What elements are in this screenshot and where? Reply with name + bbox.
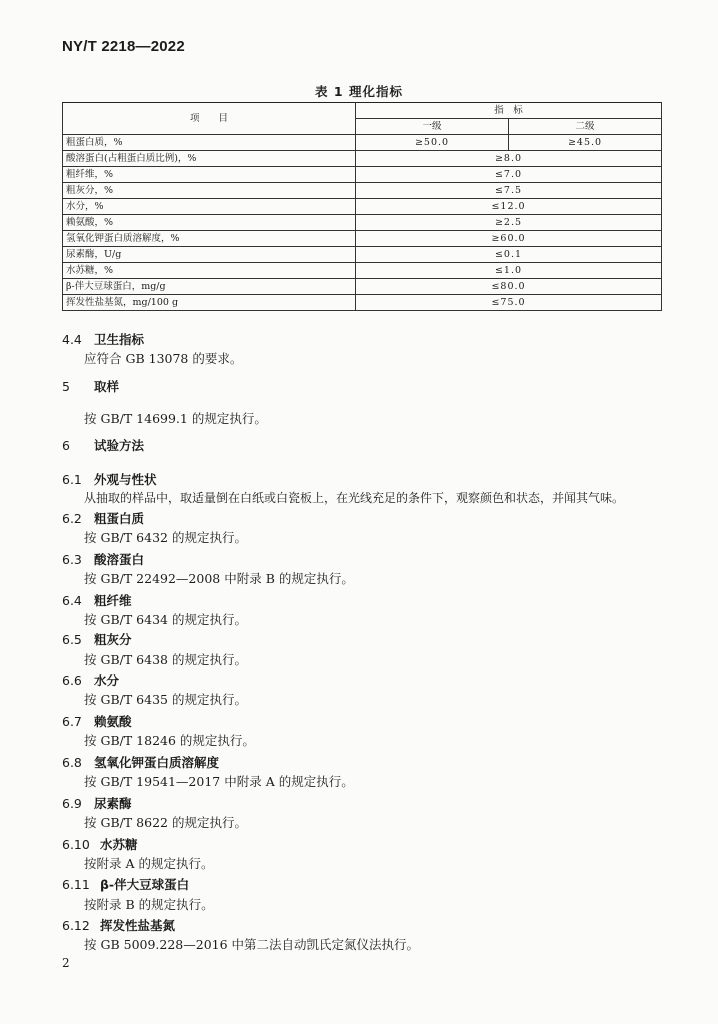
document-code: NY/T 2218—2022 bbox=[62, 38, 185, 55]
table-row bbox=[63, 231, 662, 247]
section-text: 按 GB/T 6438 的规定执行。 bbox=[84, 652, 247, 667]
section-title: 取样 bbox=[93, 379, 119, 394]
section-heading-6-12 bbox=[62, 916, 175, 934]
section-title: 试验方法 bbox=[93, 438, 144, 453]
section-title: 氢氧化钾蛋白质溶解度 bbox=[93, 755, 219, 770]
row-value: ≤75.0 bbox=[356, 295, 662, 311]
section-text: 按 GB/T 14699.1 的规定执行。 bbox=[84, 411, 267, 426]
section-text: 按 GB/T 18246 的规定执行。 bbox=[84, 733, 255, 748]
section-heading-6-1 bbox=[62, 470, 157, 488]
section-number: 6 bbox=[62, 438, 70, 453]
section-title: 卫生指标 bbox=[93, 332, 144, 347]
section-number: 6.5 bbox=[62, 632, 82, 647]
table-row bbox=[63, 247, 662, 263]
row-value: ≤80.0 bbox=[356, 279, 662, 295]
row-item: 粗灰分，% bbox=[63, 183, 356, 199]
table-row bbox=[63, 199, 662, 215]
section-text: 从抽取的样品中，取适量倒在白纸或白瓷板上，在光线充足的条件下，观察颜色和状态，并闻其气味。 bbox=[84, 491, 625, 505]
row-item: 挥发性盐基氮，mg/100 g bbox=[63, 295, 356, 311]
section-number: 6.12 bbox=[62, 918, 90, 933]
section-number: 6.11 bbox=[62, 877, 90, 892]
section-number: 6.4 bbox=[62, 593, 82, 608]
table-row bbox=[63, 167, 662, 183]
row-item: 粗蛋白质，% bbox=[63, 135, 356, 151]
section-heading-6-10 bbox=[62, 835, 138, 853]
table-row bbox=[63, 151, 662, 167]
row-item: 尿素酶，U/g bbox=[63, 247, 356, 263]
section-text: 按附录 A 的规定执行。 bbox=[84, 856, 214, 871]
section-heading-6-6 bbox=[62, 671, 119, 689]
row-item: 赖氨酸，% bbox=[63, 215, 356, 231]
table-header-row bbox=[63, 103, 662, 119]
page-number: 2 bbox=[62, 956, 70, 970]
section-title: 挥发性盐基氮 bbox=[99, 918, 175, 933]
section-title: 水苏糖 bbox=[99, 837, 138, 852]
header-level1: 一级 bbox=[356, 119, 509, 135]
section-number: 6.1 bbox=[62, 472, 82, 487]
section-text: 按 GB/T 22492—2008 中附录 B 的规定执行。 bbox=[84, 571, 354, 586]
row-level2-value: ≥45.0 bbox=[509, 135, 662, 151]
section-heading-6-11 bbox=[62, 875, 189, 893]
section-number: 5 bbox=[62, 379, 70, 394]
table-title: 表 1 理化指标 bbox=[315, 84, 403, 99]
section-heading-6-2 bbox=[62, 509, 144, 527]
row-item: β-伴大豆球蛋白，mg/g bbox=[63, 279, 356, 295]
section-number: 4.4 bbox=[62, 332, 82, 347]
section-text: 按 GB/T 19541—2017 中附录 A 的规定执行。 bbox=[84, 774, 354, 789]
section-title: 酸溶蛋白 bbox=[93, 552, 144, 567]
row-value: ≤0.1 bbox=[356, 247, 662, 263]
section-heading-6-4 bbox=[62, 591, 132, 609]
table-row bbox=[63, 295, 662, 311]
section-number: 6.3 bbox=[62, 552, 82, 567]
section-number: 6.9 bbox=[62, 796, 82, 811]
section-text: 按 GB 5009.228—2016 中第二法自动凯氏定氮仪法执行。 bbox=[84, 937, 420, 952]
section-heading-6-3 bbox=[62, 550, 144, 568]
section-title: 粗灰分 bbox=[93, 632, 132, 647]
section-title: β-伴大豆球蛋白 bbox=[99, 877, 190, 892]
section-title: 外观与性状 bbox=[93, 472, 157, 487]
header-indicator: 指 标 bbox=[356, 103, 662, 119]
section-number: 6.7 bbox=[62, 714, 82, 729]
row-value: ≥60.0 bbox=[356, 231, 662, 247]
row-item: 水分，% bbox=[63, 199, 356, 215]
section-heading-6-8 bbox=[62, 753, 219, 771]
row-value: ≤7.5 bbox=[356, 183, 662, 199]
section-text: 按附录 B 的规定执行。 bbox=[84, 897, 214, 912]
section-heading-5 bbox=[62, 377, 119, 395]
section-title: 水分 bbox=[93, 673, 119, 688]
section-number: 6.6 bbox=[62, 673, 82, 688]
table-row bbox=[63, 215, 662, 231]
physicochemical-indicator-table bbox=[62, 102, 662, 311]
section-number: 6.10 bbox=[62, 837, 90, 852]
section-number: 6.2 bbox=[62, 511, 82, 526]
section-text: 应符合 GB 13078 的要求。 bbox=[84, 351, 243, 366]
table-row bbox=[63, 279, 662, 295]
section-number: 6.8 bbox=[62, 755, 82, 770]
section-title: 尿素酶 bbox=[93, 796, 132, 811]
table-row bbox=[63, 183, 662, 199]
section-heading-6-9 bbox=[62, 794, 132, 812]
row-value: ≤7.0 bbox=[356, 167, 662, 183]
section-text: 按 GB/T 6432 的规定执行。 bbox=[84, 530, 247, 545]
section-heading-6-5 bbox=[62, 630, 132, 648]
section-heading-4-4 bbox=[62, 330, 144, 348]
row-item: 氢氧化钾蛋白质溶解度，% bbox=[63, 231, 356, 247]
header-level2: 二级 bbox=[509, 119, 662, 135]
section-title: 粗纤维 bbox=[93, 593, 132, 608]
table-row bbox=[63, 263, 662, 279]
row-value: ≤1.0 bbox=[356, 263, 662, 279]
row-value: ≥2.5 bbox=[356, 215, 662, 231]
section-text: 按 GB/T 6435 的规定执行。 bbox=[84, 692, 247, 707]
table-row bbox=[63, 135, 662, 151]
section-title: 粗蛋白质 bbox=[93, 511, 144, 526]
row-item: 水苏糖，% bbox=[63, 263, 356, 279]
section-heading-6-7 bbox=[62, 712, 132, 730]
row-value: ≤12.0 bbox=[356, 199, 662, 215]
section-text: 按 GB/T 8622 的规定执行。 bbox=[84, 815, 247, 830]
row-level1-value: ≥50.0 bbox=[356, 135, 509, 151]
section-title: 赖氨酸 bbox=[93, 714, 132, 729]
row-item: 酸溶蛋白(占粗蛋白质比例)，% bbox=[63, 151, 356, 167]
row-item: 粗纤维，% bbox=[63, 167, 356, 183]
row-value: ≥8.0 bbox=[356, 151, 662, 167]
header-item: 项 目 bbox=[63, 103, 356, 135]
section-text: 按 GB/T 6434 的规定执行。 bbox=[84, 612, 247, 627]
section-heading-6 bbox=[62, 436, 144, 454]
